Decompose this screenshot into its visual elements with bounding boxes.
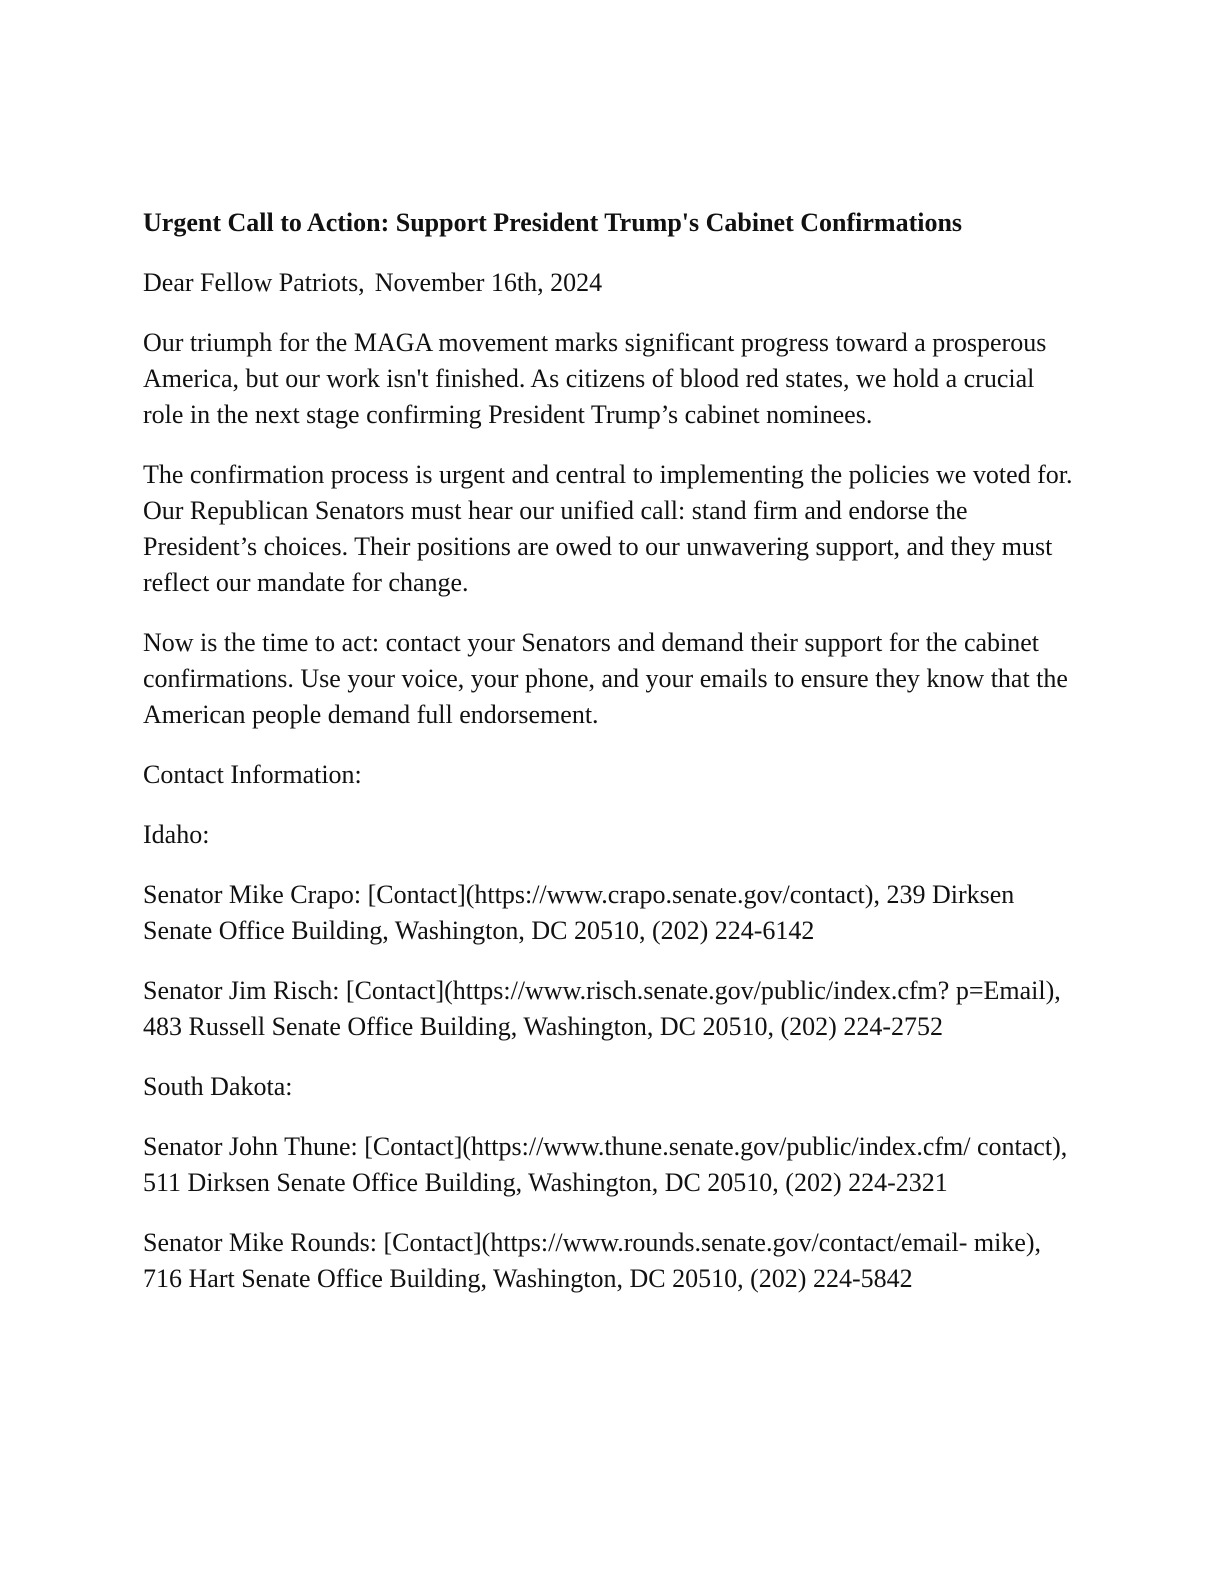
- document-title: Urgent Call to Action: Support President Trump's Cabinet Confirmations: [143, 208, 963, 237]
- document-page: [143, 205, 1073, 1321]
- state-heading-south-dakota: South Dakota:: [143, 1072, 293, 1101]
- greeting: Dear Fellow Patriots,: [143, 268, 365, 297]
- body-paragraph: Now is the time to act: contact your Senators and demand their support for the cabinet confirmations. Use your voice, your phone, and your emails to ensure they know that the American people demand full endorsement.: [143, 628, 1068, 729]
- body-paragraph: Our triumph for the MAGA movement marks significant progress toward a prosperous America, but our work isn't finished. As citizens of blood red states, we hold a crucial role in the next stage confirming President Trump’s cabinet nominees.: [143, 328, 1047, 429]
- letter-date: November 16th, 2024: [374, 268, 603, 297]
- senator-entry-risch: Senator Jim Risch: [Contact](https://www.risch.senate.gov/public/index.cfm? p=Email), 483 Russell Senate Office Building, Washington, DC 20510, (202) 224-2752: [143, 976, 1061, 1041]
- senator-entry-crapo: Senator Mike Crapo: [Contact](https://www.crapo.senate.gov/contact), 239 Dirksen Senate Office Building, Washington, DC 20510, (202) 224-6142: [143, 880, 1015, 945]
- greeting-line: [143, 265, 1073, 301]
- senator-entry-rounds: Senator Mike Rounds: [Contact](https://www.rounds.senate.gov/contact/email- mike), 716 Hart Senate Office Building, Washington, DC 20510, (202) 224-5842: [143, 1228, 1042, 1293]
- contact-heading: Contact Information:: [143, 760, 362, 789]
- senator-entry-thune: Senator John Thune: [Contact](https://www.thune.senate.gov/public/index.cfm/ contact), 511 Dirksen Senate Office Building, Washington, DC 20510, (202) 224-2321: [143, 1132, 1068, 1197]
- state-heading-idaho: Idaho:: [143, 820, 210, 849]
- body-paragraph: The confirmation process is urgent and central to implementing the policies we voted for. Our Republican Senators must hear our unified call: stand firm and endorse the President’s choices. Their positions are owed to our unwavering support, and they must reflect our mandate for change.: [143, 460, 1073, 597]
